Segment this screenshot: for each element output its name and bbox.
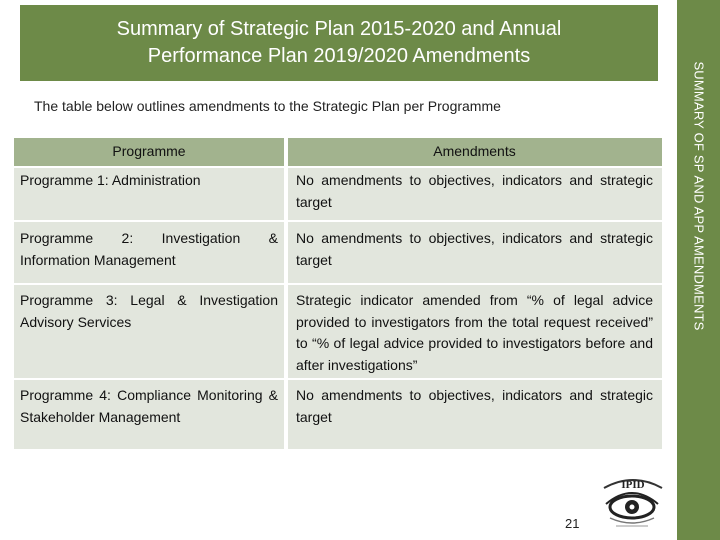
amendment-cell: Strategic indicator amended from “% of legal advice provided to investigators from the total request received” to “% of legal advice provided to investigators before and after investigations” xyxy=(288,283,662,378)
amendment-cell: No amendments to objectives, indicators and strategic target xyxy=(288,378,662,449)
slide-title-banner xyxy=(20,5,658,81)
programme-cell: Programme 2: Investigation & Information Management xyxy=(14,220,288,283)
table-row xyxy=(14,220,662,283)
page-number: 21 xyxy=(565,516,580,531)
intro-text: The table below outlines amendments to the Strategic Plan per Programme xyxy=(34,98,501,114)
ipid-logo-icon xyxy=(598,474,668,534)
table-row xyxy=(14,283,662,378)
amendment-cell: No amendments to objectives, indicators and strategic target xyxy=(288,220,662,283)
table-row xyxy=(14,378,662,449)
amendment-cell: No amendments to objectives, indicators and strategic target xyxy=(288,166,662,220)
column-header-amendments: Amendments xyxy=(288,138,662,166)
table-row xyxy=(14,166,662,220)
side-banner-label: SUMMARY OF SP AND APP AMENDMENTS xyxy=(691,61,707,331)
column-header-programme: Programme xyxy=(14,138,288,166)
slide-title-line-1: Summary of Strategic Plan 2015-2020 and Annual xyxy=(116,18,562,40)
amendments-table xyxy=(14,138,662,449)
slide-title-line-2: Performance Plan 2019/2020 Amendments xyxy=(147,45,531,67)
svg-text:IPID: IPID xyxy=(621,479,645,491)
programme-cell: Programme 3: Legal & Investigation Advisory Services xyxy=(14,283,288,378)
programme-cell: Programme 4: Compliance Monitoring & Stakeholder Management xyxy=(14,378,288,449)
table-header-row xyxy=(14,138,662,166)
programme-cell: Programme 1: Administration xyxy=(14,166,288,220)
